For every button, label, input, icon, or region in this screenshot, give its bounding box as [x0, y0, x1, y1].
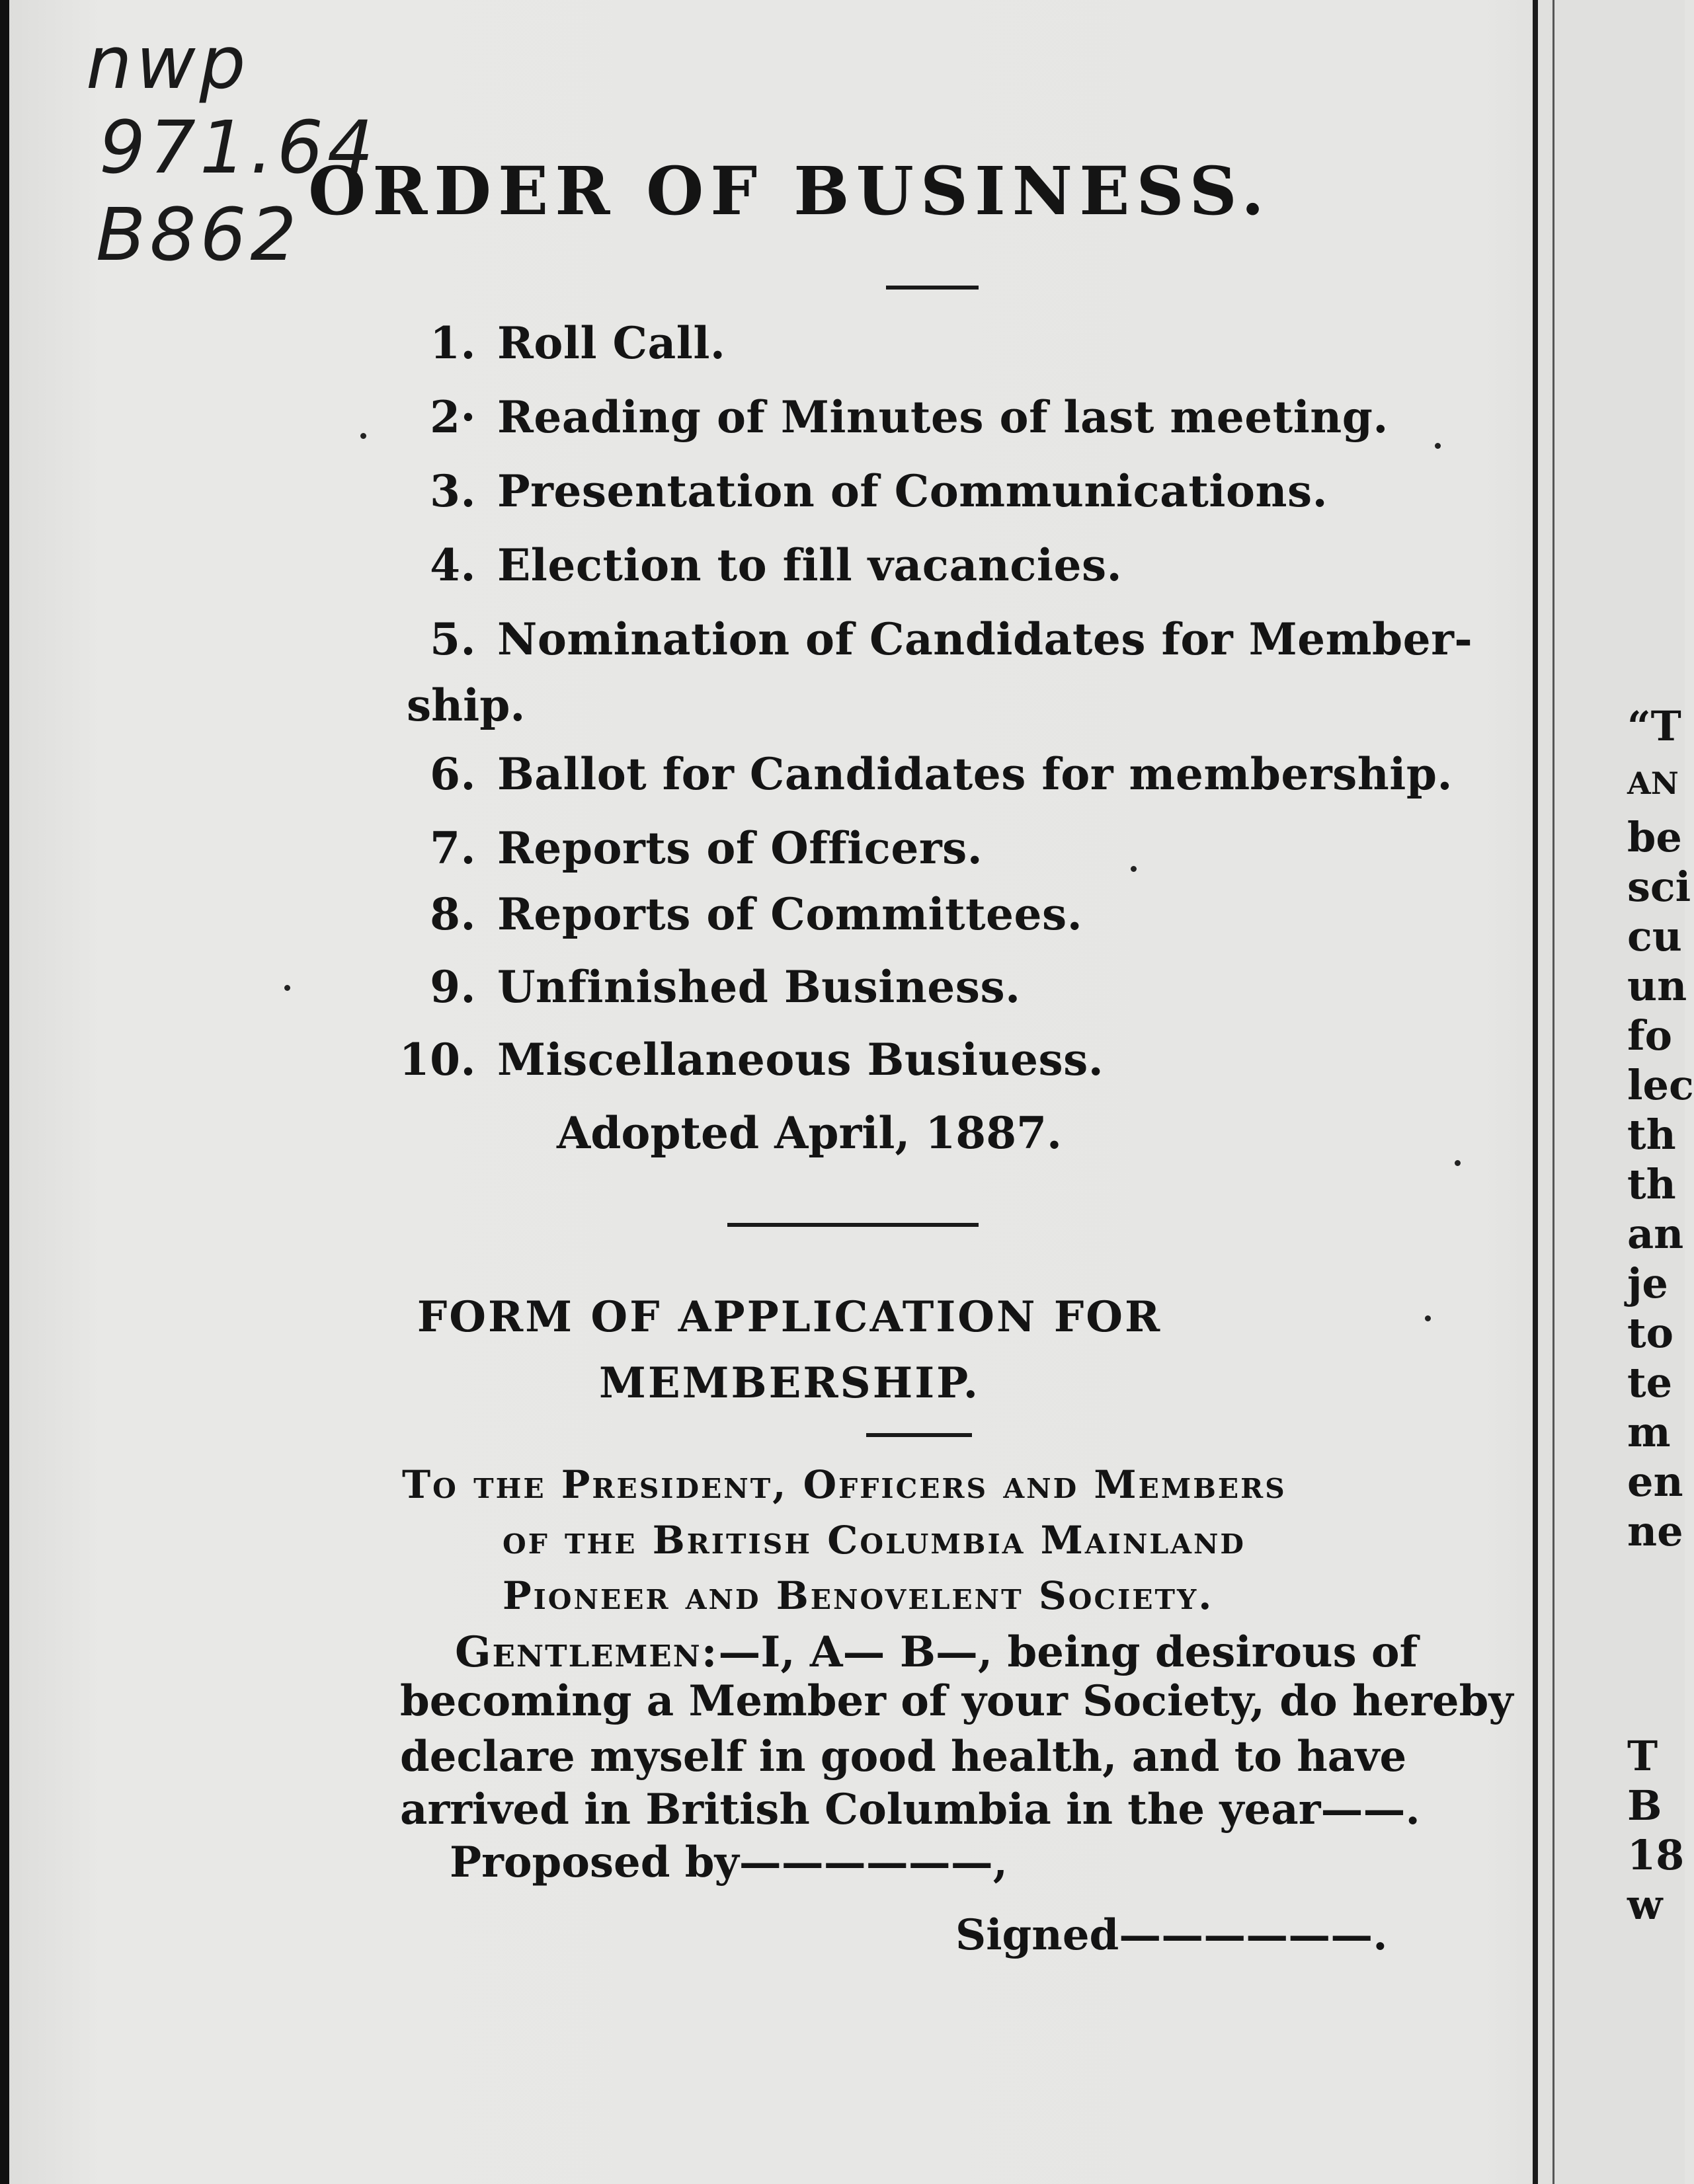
speck	[1455, 1160, 1461, 1166]
speck	[360, 433, 366, 439]
fragment: “T	[1627, 702, 1681, 750]
speck	[1131, 866, 1137, 872]
handwritten-call-number-line3: B862	[96, 192, 301, 277]
body-line4: arrived in British Columbia in the year——.	[400, 1785, 1420, 1834]
speck	[284, 985, 290, 991]
handwritten-call-number-line2: 971.64	[99, 105, 378, 190]
list-item: 4. Election to fill vacancies.	[430, 539, 1123, 591]
handwritten-call-number-line1: nwp	[86, 20, 250, 105]
page-title: ORDER OF BUSINESS.	[308, 152, 1271, 230]
fragment: B	[1627, 1781, 1662, 1830]
divider	[886, 286, 979, 290]
body-line2: becoming a Member of your Society, do hereby	[400, 1676, 1513, 1726]
list-item-continuation: ship.	[407, 680, 526, 731]
fragment: T	[1627, 1732, 1658, 1780]
fragment: te	[1627, 1358, 1673, 1407]
signed-line: Signed——————.	[955, 1910, 1388, 1960]
fragment: an	[1627, 1210, 1684, 1258]
divider	[866, 1433, 972, 1437]
divider	[727, 1223, 979, 1227]
fragment: m	[1627, 1408, 1671, 1456]
body-line3: declare myself in good health, and to have	[400, 1732, 1407, 1781]
scan-edge	[0, 0, 9, 2184]
fragment: th	[1627, 1160, 1676, 1208]
list-item: 6. Ballot for Candidates for membership.	[430, 748, 1453, 800]
fragment: en	[1627, 1458, 1683, 1506]
address-line2: of the British Columbia Mainland	[503, 1518, 1246, 1563]
fragment: je	[1627, 1259, 1668, 1307]
fragment: lec	[1627, 1061, 1694, 1109]
fold-line	[1533, 0, 1538, 2184]
list-item: 10. Miscellaneous Busiuess.	[399, 1034, 1104, 1085]
speck	[1435, 443, 1441, 449]
salutation: Gentlemen:	[455, 1627, 719, 1677]
list-item: 8. Reports of Committees.	[430, 888, 1083, 940]
fragment: to	[1627, 1309, 1674, 1357]
list-item: 1. Roll Call.	[430, 317, 726, 369]
form-title-line2: MEMBERSHIP.	[599, 1358, 980, 1408]
fragment: th	[1627, 1111, 1676, 1159]
list-item: 2· Reading of Minutes of last meeting.	[430, 391, 1389, 443]
proposed-by-line: Proposed by——————,	[450, 1838, 1008, 1887]
fragment: 18	[1627, 1831, 1685, 1879]
list-item: 3. Presentation of Communications.	[430, 465, 1328, 517]
body-line1: Gentlemen:—I, A— B—, being desirous of	[455, 1627, 1418, 1677]
fragment: sci	[1627, 863, 1691, 911]
fragment: be	[1627, 813, 1682, 861]
list-item: 7. Reports of Officers.	[430, 822, 983, 874]
speck	[1425, 1315, 1431, 1321]
adoption-date: Adopted April, 1887.	[557, 1107, 1063, 1159]
fragment: cu	[1627, 912, 1682, 960]
form-title-line1: FORM OF APPLICATION FOR	[417, 1292, 1162, 1342]
fragment: un	[1627, 962, 1687, 1010]
address-line1: To the President, Officers and Members	[402, 1462, 1287, 1507]
list-item: 5. Nomination of Candidates for Member-	[430, 613, 1473, 665]
fragment: AN	[1627, 765, 1679, 801]
list-item: 9. Unfinished Business.	[430, 961, 1021, 1013]
adjacent-page-edge	[1554, 0, 1694, 2184]
address-line3: Pioneer and Benovelent Society.	[503, 1573, 1214, 1618]
fragment: fo	[1627, 1011, 1673, 1060]
fragment: ne	[1627, 1507, 1683, 1555]
fragment: w	[1627, 1881, 1663, 1929]
